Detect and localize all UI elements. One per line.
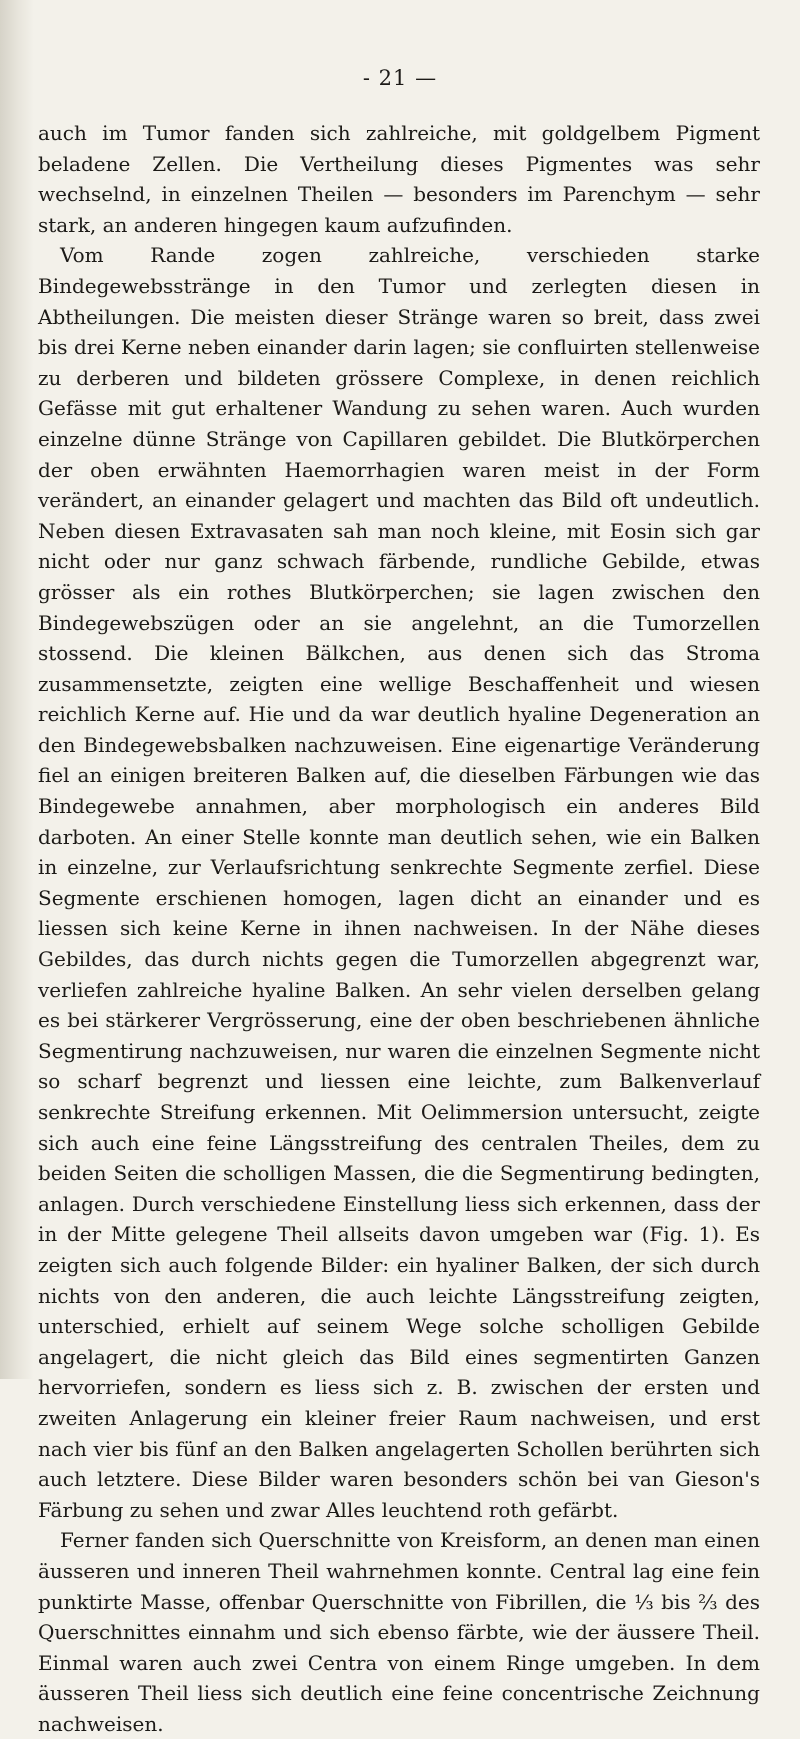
page-edge-shadow [0, 0, 34, 1379]
paragraph-3: Ferner fanden sich Querschnitte von Kreisform, an denen man einen äusseren und inneren Theil wahrnehmen konnte. Central lag eine fein punktirte Masse, offenbar Querschnitte von Fibrillen, die ⅓ bis ⅔ des Querschnittes einnahm und sich ebenso färbte, wie der äussere Theil. Einmal waren auch zwei Centra von einem Ringe umgeben. In dem äusseren Theil liess sich deutlich eine feine concentrische Zeichnung nachweisen. [38, 1528, 760, 1736]
paragraph-1: auch im Tumor fanden sich zahlreiche, mit goldgelbem Pigment beladene Zellen. Die Vertheilung dieses Pigmentes was sehr wechselnd, in einzelnen Theilen — besonders im Parenchym — sehr stark, an anderen hingegen kaum aufzufinden. [38, 121, 760, 237]
paragraph-2: Vom Rande zogen zahlreiche, verschieden starke Bindegewebsstränge in den Tumor und zerlegten diesen in Abtheilungen. Die meisten dieser Stränge waren so breit, dass zwei bis drei Kerne neben einander darin lagen; sie confluirten stellenweise zu derberen und bildeten grössere Complexe, in denen reichlich Gefässe mit gut erhaltener Wandung zu sehen waren. Auch wurden einzelne dünne Stränge von Capillaren gebildet. Die Blutkörperchen der oben erwähnten Haemorrhagien waren meist in der Form verändert, an einander gelagert und machten das Bild oft undeutlich. Neben diesen Extravasaten sah man noch kleine, mit Eosin sich gar nicht oder nur ganz schwach färbende, rundliche Gebilde, etwas grösser als ein rothes Blutkörperchen; sie lagen zwischen den Bindegewebszügen oder an sie angelehnt, an die Tumorzellen stossend. Die kleinen Bälkchen, aus denen sich das Stroma zusammensetzte, zeigten eine wellige Beschaffenheit und wiesen reichlich Kerne auf. Hie und da war deutlich hyaline Degeneration an den Bindegewebsbalken nachzuweisen. Eine eigenartige Veränderung fiel an einigen breiteren Balken auf, die dieselben Färbungen wie das Bindegewebe annahmen, aber morphologisch ein anderes Bild darboten. An einer Stelle konnte man deutlich sehen, wie ein Balken in einzelne, zur Verlaufsrichtung senkrechte Segmente zerfiel. Diese Segmente erschienen homogen, lagen dicht an einander und es liessen sich keine Kerne in ihnen nachweisen. In der Nähe dieses Gebildes, das durch nichts gegen die Tumorzellen abgegrenzt war, verliefen zahlreiche hyaline Balken. An sehr vielen derselben gelang es bei stärkerer Vergrösserung, eine der oben beschriebenen ähnliche Segmentirung nachzuweisen, nur waren die einzelnen Segmente nicht so scharf begrenzt und liessen eine leichte, zum Balkenverlauf senkrechte Streifung erkennen. Mit Oelimmersion untersucht, zeigte sich auch eine feine Längsstreifung des centralen Theiles, dem zu beiden Seiten die scholligen Massen, die die Segmentirung bedingten, anlagen. Durch verschiedene Einstellung liess sich erkennen, dass der in der Mitte gelegene Theil allseits davon umgeben war (Fig. 1). Es zeigten sich auch folgende Bilder: ein hyaliner Balken, der sich durch nichts von den anderen, die auch leichte Längsstreifung zeigten, unterschied, erhielt auf seinem Wege solche scholligen Gebilde angelagert, die nicht gleich das Bild eines segmentirten Ganzen hervorriefen, sondern es liess sich z. B. zwischen der ersten und zweiten Anlagerung ein kleiner freier Raum nachweisen, und erst nach vier bis fünf an den Balken angelagerten Schollen berührten sich auch letztere. Diese Bilder waren besonders schön bei van Gieson's Färbung zu sehen und zwar Alles leuchtend roth gefärbt. [38, 243, 760, 1522]
page-number: - 21 — [362, 66, 438, 90]
body-text [38, 118, 760, 1739]
